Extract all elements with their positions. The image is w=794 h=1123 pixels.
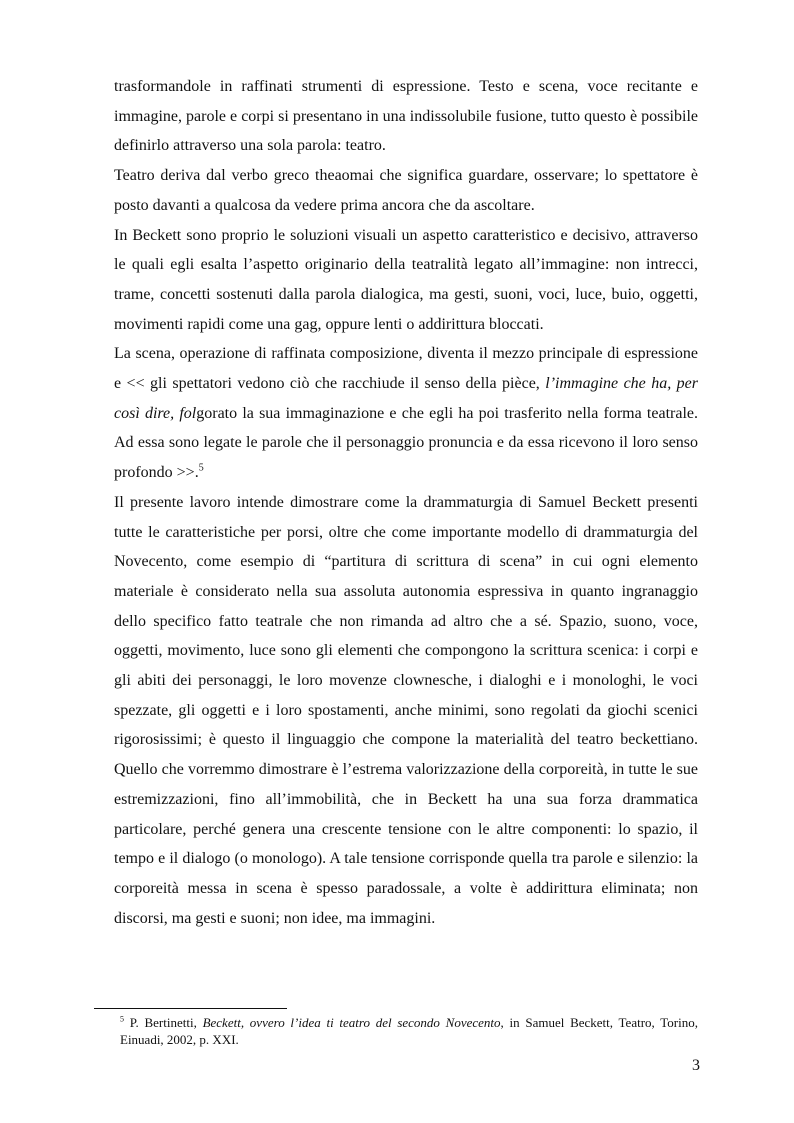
footnote-lead-text: P. Bertinetti, — [124, 1015, 203, 1030]
footnote — [120, 1014, 698, 1048]
body-text — [114, 72, 698, 933]
footnote-reference[interactable]: 5 — [198, 462, 204, 474]
paragraph-2: Teatro deriva dal verbo greco theaomai che significa guardare, osservare; lo spettatore è posto davanti a qualcosa da vedere prima ancora che da ascoltare. — [114, 167, 698, 214]
quote-lead-text: La scena, operazione di raffinata composizione, diventa il mezzo principale di espressione e << gli spettatori vedono ciò che racchiude il senso della pièce, — [114, 345, 698, 393]
paragraph-5: Il presente lavoro intende dimostrare come la drammaturgia di Samuel Beckett presenti tutte le caratteristiche per porsi, oltre che come importante modello di drammaturgia del Novecento, come esempio di “partitura di scrittura di scena” in cui ogni elemento materiale è considerato nella sua assoluta autonomia espressiva in quanto ingranaggio dello specifico fatto teatrale che non rimanda ad altro che a sé. Spazio, suono, voce, oggetti, movimento, luce sono gli elementi che compongono la scrittura scenica: i corpi e gli abiti dei personaggi, le loro movenze clownesche, i dialoghi e i monologhi, le voci spezzate, gli oggetti e i loro spostamenti, anche minimi, sono regolati da giochi scenici rigorosissimi; è questo il linguaggio che compone la materialità del teatro beckettiano. Quello che vorremmo dimostrare è l’estrema valorizzazione della corporeità, in tutte le sue estremizzazioni, fino all’immobilità, che in Beckett ha una sua forza drammatica particolare, perché genera una crescente tensione con le altre componenti: lo spazio, il tempo e il dialogo (o monologo). A tale tensione corrisponde quella tra parole e silenzio: la corporeità messa in scena è spesso paradossale, a volte è addirittura eliminata; non discorsi, ma gesti e suoni; non idee, ma immagini. — [114, 493, 698, 927]
paragraph-3: In Beckett sono proprio le soluzioni visuali un aspetto caratteristico e decisivo, attraverso le quali egli esalta l’aspetto originario della teatralità legato all’immagine: non intrecci, trame, concetti sostenuti dalla parola dialogica, ma gesti, suoni, voci, luce, buio, oggetti, movimenti rapidi come una gag, oppure lenti o addirittura bloccati. — [114, 226, 698, 333]
footnote-mark: 5 — [120, 1014, 124, 1024]
quote-italic-text: l’immagine che ha, per così dire, fol — [114, 375, 698, 422]
footnote-italic-title: Beckett, ovvero l’idea ti teatro del secondo Novecento — [202, 1015, 501, 1030]
paragraph-1: trasformandole in raffinati strumenti di espressione. Testo e scena, voce recitante e immagine, parole e corpi si presentano in una indissolubile fusione, tutto questo è possibile definirlo attraverso una sola parola: teatro. — [114, 78, 698, 155]
footnote-tail-text: , in Samuel Beckett, Teatro, Torino, Einuadi, 2002, p. XXI. — [120, 1015, 699, 1047]
page-number: 3 — [692, 1057, 700, 1074]
quote-tail-text: gorato la sua immaginazione e che egli ha poi trasferito nella forma teatrale. Ad essa sono legate le parole che il personaggio pronuncia e da essa ricevono il loro senso profondo >>. — [114, 404, 699, 482]
footnote-separator — [94, 1008, 287, 1009]
paragraph-4 — [114, 339, 698, 488]
